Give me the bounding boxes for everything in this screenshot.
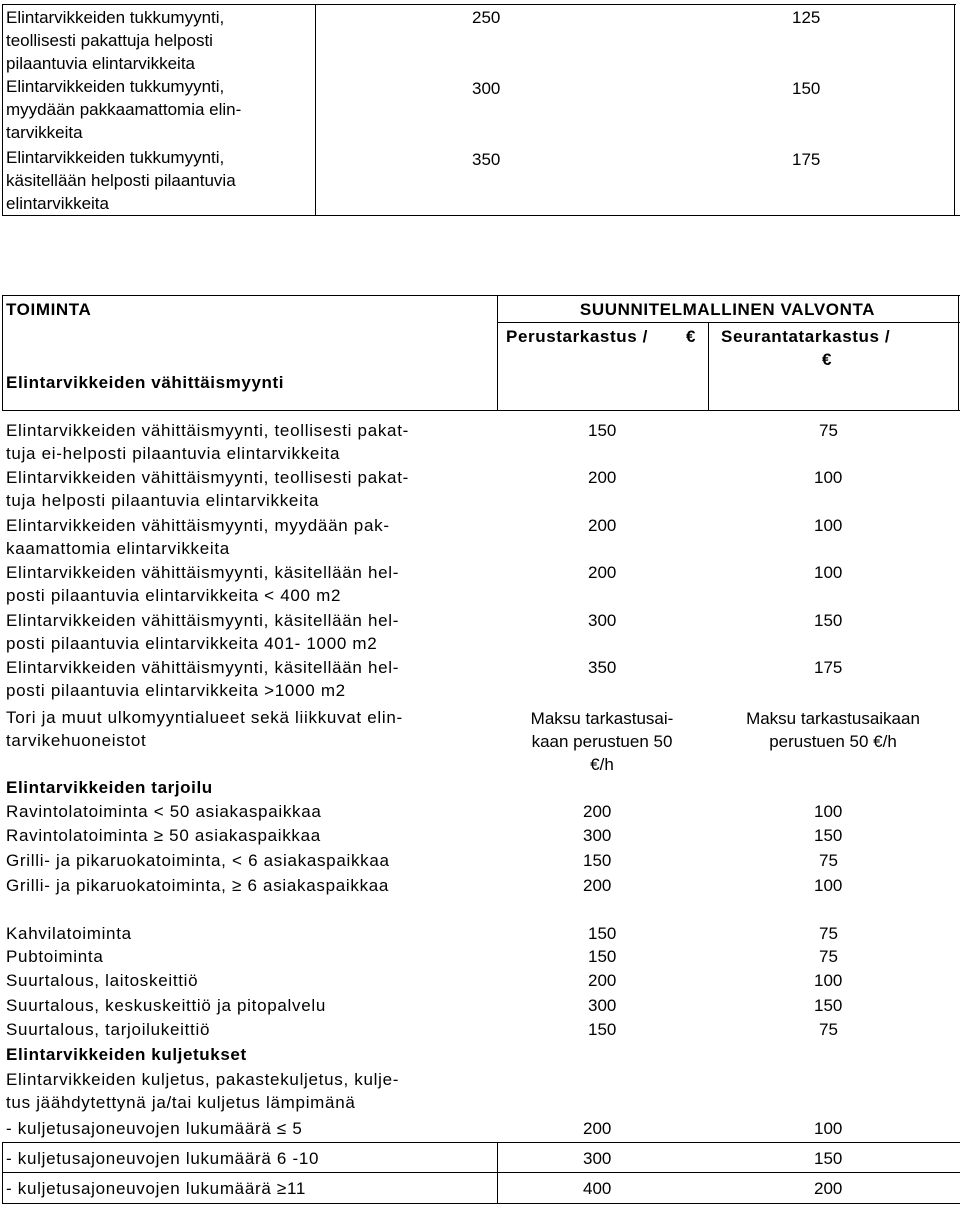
retail-row-follow-fee: 100 bbox=[814, 563, 843, 582]
other-row-follow-fee: 75 bbox=[819, 1020, 838, 1039]
retail-row-label-line: tuja ei-helposti pilaantuvia elintarvikkeita bbox=[6, 444, 341, 463]
other-row-follow-fee: 150 bbox=[814, 996, 843, 1015]
currency-label: € bbox=[686, 327, 697, 346]
top-row-label-line: Elintarvikkeiden tukkumyynti, bbox=[6, 8, 225, 27]
retail-row-label-line: Elintarvikkeiden vähittäismyynti, käsitellään hel- bbox=[6, 563, 400, 582]
serving-row-follow-fee: 150 bbox=[814, 826, 843, 845]
retail-row-label-line: Elintarvikkeiden vähittäismyynti, teollisesti pakat- bbox=[6, 421, 409, 440]
retail-row-basic-fee: 300 bbox=[588, 611, 617, 630]
retail-row-label-line: posti pilaantuvia elintarvikkeita < 400 m2 bbox=[6, 586, 342, 605]
transport-row-basic-fee: 300 bbox=[583, 1149, 612, 1168]
top-row-label-line: käsitellään helposti pilaantuvia bbox=[6, 171, 236, 190]
other-row-label: Suurtalous, keskuskeittiö ja pitopalvelu bbox=[6, 996, 326, 1015]
other-row-basic-fee: 150 bbox=[588, 1020, 617, 1039]
top-row-label-line: Elintarvikkeiden tukkumyynti, bbox=[6, 77, 225, 96]
market-row-label-line: tarvikehuoneistot bbox=[6, 731, 147, 750]
retail-row-follow-fee: 75 bbox=[819, 421, 838, 440]
serving-row-label: Grilli- ja pikaruokatoiminta, ≥ 6 asiakaspaikkaa bbox=[6, 876, 390, 895]
other-row-basic-fee: 150 bbox=[588, 947, 617, 966]
top-row-label-line: pilaantuvia elintarvikkeita bbox=[6, 54, 195, 73]
retail-row-label-line: tuja helposti pilaantuvia elintarvikkeita bbox=[6, 491, 320, 510]
top-row-follow-fee: 125 bbox=[792, 8, 821, 27]
retail-row-follow-fee: 175 bbox=[814, 658, 843, 677]
top-row-basic-fee: 250 bbox=[472, 8, 501, 27]
market-basic-fee-line: kaan perustuen 50 bbox=[531, 732, 673, 751]
transport-row-label: - kuljetusajoneuvojen lukumäärä ≤ 5 bbox=[6, 1119, 303, 1138]
transport-row-follow-fee: 200 bbox=[814, 1179, 843, 1198]
transport-row-label: - kuljetusajoneuvojen lukumäärä ≥11 bbox=[6, 1179, 307, 1198]
retail-row-label-line: Elintarvikkeiden vähittäismyynti, teollisesti pakat- bbox=[6, 468, 409, 487]
serving-row-follow-fee: 100 bbox=[814, 876, 843, 895]
market-basic-fee-line: €/h bbox=[590, 755, 614, 774]
serving-row-basic-fee: 200 bbox=[583, 802, 612, 821]
currency-label: € bbox=[822, 350, 833, 369]
retail-row-basic-fee: 200 bbox=[588, 468, 617, 487]
transport-row-basic-fee: 200 bbox=[583, 1119, 612, 1138]
top-row-basic-fee: 300 bbox=[472, 79, 501, 98]
retail-row-follow-fee: 100 bbox=[814, 468, 843, 487]
retail-row-basic-fee: 200 bbox=[588, 563, 617, 582]
basic-inspection-header: Perustarkastus / bbox=[506, 327, 648, 346]
top-row-label-line: myydään pakkaamattomia elin- bbox=[6, 100, 242, 119]
retail-row-follow-fee: 150 bbox=[814, 611, 843, 630]
serving-row-label: Grilli- ja pikaruokatoiminta, < 6 asiakaspaikkaa bbox=[6, 851, 390, 870]
retail-row-label-line: Elintarvikkeiden vähittäismyynti, käsitellään hel- bbox=[6, 658, 400, 677]
serving-row-label: Ravintolatoiminta < 50 asiakaspaikkaa bbox=[6, 802, 322, 821]
transport-row-follow-fee: 100 bbox=[814, 1119, 843, 1138]
retail-row-label-line: posti pilaantuvia elintarvikkeita >1000 m2 bbox=[6, 681, 346, 700]
other-row-label: Kahvilatoiminta bbox=[6, 924, 132, 943]
top-row-follow-fee: 150 bbox=[792, 79, 821, 98]
other-row-follow-fee: 75 bbox=[819, 947, 838, 966]
other-row-label: Pubtoiminta bbox=[6, 947, 104, 966]
market-row-label-line: Tori ja muut ulkomyyntialueet sekä liikkuvat elin- bbox=[6, 708, 403, 727]
serving-row-label: Ravintolatoiminta ≥ 50 asiakaspaikkaa bbox=[6, 826, 321, 845]
other-row-basic-fee: 150 bbox=[588, 924, 617, 943]
market-follow-fee-line: Maksu tarkastusaikaan bbox=[746, 709, 920, 728]
market-basic-fee-line: Maksu tarkastusai- bbox=[530, 709, 674, 728]
serving-row-follow-fee: 100 bbox=[814, 802, 843, 821]
other-row-follow-fee: 75 bbox=[819, 924, 838, 943]
transport-desc-line: Elintarvikkeiden kuljetus, pakastekuljetus, kulje- bbox=[6, 1070, 400, 1089]
other-row-basic-fee: 200 bbox=[588, 971, 617, 990]
top-row-label-line: elintarvikkeita bbox=[6, 194, 109, 213]
other-row-follow-fee: 100 bbox=[814, 971, 843, 990]
transport-row-label: - kuljetusajoneuvojen lukumäärä 6 -10 bbox=[6, 1149, 320, 1168]
top-row-basic-fee: 350 bbox=[472, 150, 501, 169]
market-follow-fee-line: perustuen 50 €/h bbox=[769, 732, 897, 751]
follow-inspection-header: Seurantatarkastus / bbox=[721, 327, 891, 346]
transport-section-title: Elintarvikkeiden kuljetukset bbox=[6, 1045, 247, 1064]
top-row-label-line: tarvikkeita bbox=[6, 123, 83, 142]
retail-row-follow-fee: 100 bbox=[814, 516, 843, 535]
serving-section-title: Elintarvikkeiden tarjoilu bbox=[6, 778, 213, 797]
retail-row-label-line: Elintarvikkeiden vähittäismyynti, myydään pak- bbox=[6, 516, 390, 535]
transport-row-follow-fee: 150 bbox=[814, 1149, 843, 1168]
top-row-follow-fee: 175 bbox=[792, 150, 821, 169]
serving-row-basic-fee: 150 bbox=[583, 851, 612, 870]
retail-row-label-line: posti pilaantuvia elintarvikkeita 401- 1000 m2 bbox=[6, 634, 378, 653]
retail-row-label-line: Elintarvikkeiden vähittäismyynti, käsitellään hel- bbox=[6, 611, 400, 630]
other-row-label: Suurtalous, laitoskeittiö bbox=[6, 971, 199, 990]
retail-row-basic-fee: 150 bbox=[588, 421, 617, 440]
transport-row-basic-fee: 400 bbox=[583, 1179, 612, 1198]
retail-section-title: Elintarvikkeiden vähittäismyynti bbox=[6, 373, 285, 392]
serving-row-follow-fee: 75 bbox=[819, 851, 838, 870]
top-row-label-line: teollisesti pakattuja helposti bbox=[6, 31, 213, 50]
toiminta-header: TOIMINTA bbox=[6, 300, 92, 319]
retail-row-label-line: kaamattomia elintarvikkeita bbox=[6, 539, 230, 558]
other-row-label: Suurtalous, tarjoilukeittiö bbox=[6, 1020, 211, 1039]
serving-row-basic-fee: 300 bbox=[583, 826, 612, 845]
supervision-header: SUUNNITELMALLINEN VALVONTA bbox=[579, 300, 876, 319]
transport-desc-line: tus jäähdytettynä ja/tai kuljetus lämpimänä bbox=[6, 1093, 356, 1112]
top-row-label-line: Elintarvikkeiden tukkumyynti, bbox=[6, 148, 225, 167]
retail-row-basic-fee: 200 bbox=[588, 516, 617, 535]
retail-row-basic-fee: 350 bbox=[588, 658, 617, 677]
other-row-basic-fee: 300 bbox=[588, 996, 617, 1015]
serving-row-basic-fee: 200 bbox=[583, 876, 612, 895]
